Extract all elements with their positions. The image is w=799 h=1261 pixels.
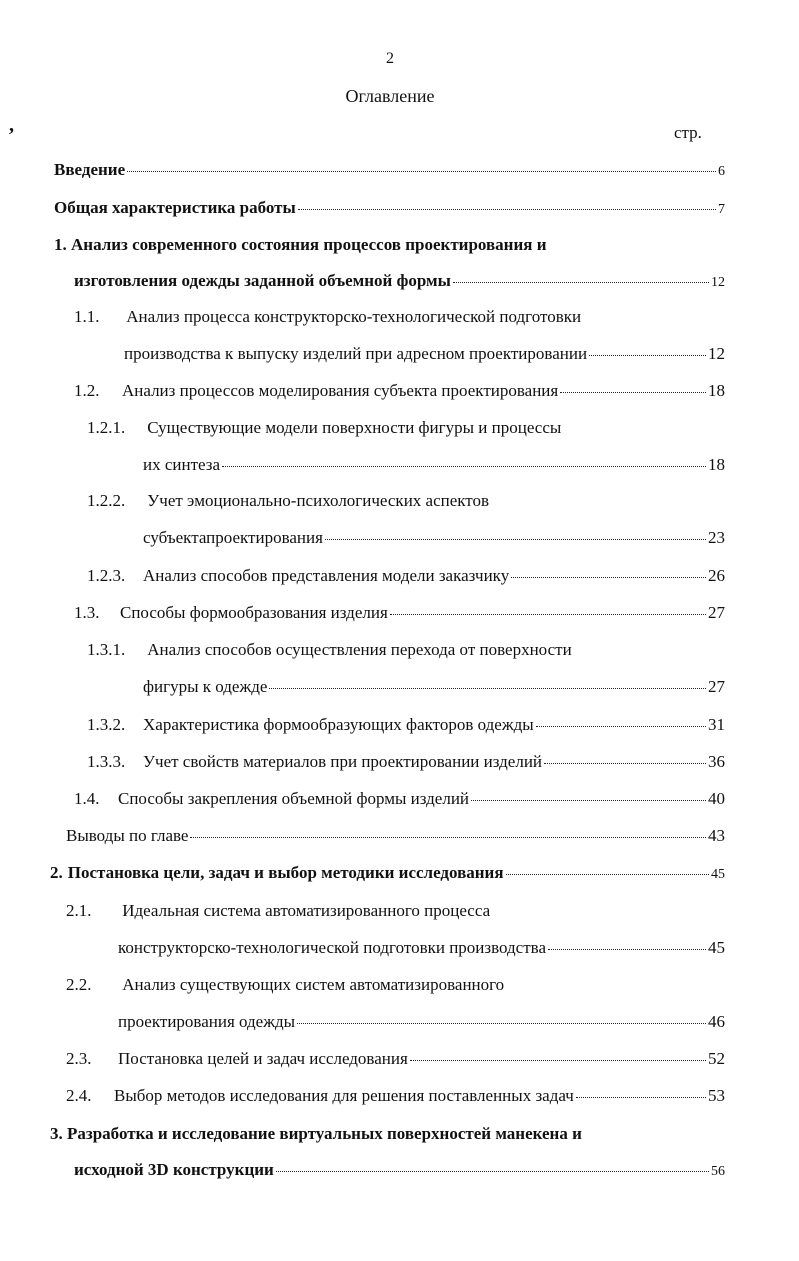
toc-entry-page: 6 [718,164,725,179]
toc-entry[interactable] [66,1086,725,1106]
toc-title: Оглавление [345,86,435,106]
toc-entry[interactable] [87,752,725,772]
toc-entry-text: Постановка целей и задач исследования [118,1049,408,1068]
toc-entry-text-line1: Анализ существующих систем автоматизированного [122,975,505,994]
toc-entry-page: 56 [711,1164,725,1179]
dot-leader [453,281,709,283]
toc-entry-text: конструкторско-технологической подготовки производства [118,938,547,957]
toc-entry-number: 2.2. [66,975,92,994]
toc-entry[interactable] [54,160,725,180]
toc-entry-text-line1: Анализ современного состояния процессов проектирования и [71,235,547,254]
dot-leader [560,391,706,393]
toc-entry-number: 3. [50,1124,63,1143]
toc-entry-page: 45 [708,938,725,957]
toc-entry-number: 1.4. [74,789,100,808]
toc-entry[interactable] [74,381,725,401]
toc-entry-line1 [87,491,489,511]
toc-entry[interactable] [124,344,725,364]
toc-entry-line1 [66,975,504,995]
toc-entry[interactable] [74,603,725,623]
dot-leader [297,1022,706,1024]
toc-entry[interactable] [118,1012,725,1032]
toc-entry-text: Характеристика формообразующих факторов одежды [143,715,534,734]
toc-entry[interactable] [54,198,725,218]
toc-entry-text-line1: Анализ способов осуществления перехода от поверхности [147,640,572,659]
toc-entry-text: Анализ способов представления модели заказчику [143,566,510,585]
toc-entry-number: 1.2.1. [87,418,126,437]
toc-entry-text: фигуры к одежде [143,677,268,696]
dot-leader [589,354,706,356]
dot-leader [410,1059,706,1061]
dot-leader [190,836,706,838]
dot-leader [298,208,716,210]
toc-entry[interactable] [143,528,725,548]
toc-entry-number: 1.3. [74,603,100,622]
dot-leader [390,613,706,615]
toc-entry-page: 46 [708,1012,725,1031]
toc-entry-number: 2. [50,863,63,882]
toc-entry-number: 1.1. [74,307,100,326]
toc-entry[interactable] [143,455,725,475]
toc-entry-line1 [87,418,561,438]
toc-entry[interactable] [74,1160,725,1180]
toc-entry-text: Способы формообразования изделия [120,603,388,622]
toc-entry-text-line1: Анализ процесса конструкторско-технологической подготовки [126,307,582,326]
toc-entry[interactable] [74,271,725,291]
toc-entry[interactable] [143,677,725,697]
toc-entry-page: 12 [711,275,725,290]
dot-leader [269,687,706,689]
toc-entry[interactable] [74,789,725,809]
toc-entry[interactable] [87,715,725,735]
toc-entry-page: 26 [708,566,725,585]
toc-entry[interactable] [50,863,725,883]
toc-entry-text-line1: Существующие модели поверхности фигуры и процессы [147,418,562,437]
toc-entry-page: 18 [708,381,725,400]
toc-entry-page: 27 [708,677,725,696]
dot-leader [506,873,709,875]
toc-entry-text-line1: Идеальная система автоматизированного процесса [122,901,491,920]
toc-entry-page: 40 [708,789,725,808]
toc-entry-text: изготовления одежды заданной объемной формы [74,271,451,290]
dot-leader [511,576,706,578]
toc-entry-number: 2.1. [66,901,92,920]
toc-entry-text: Выводы по главе [66,826,189,845]
toc-entry-page: 7 [718,202,725,217]
dot-leader [276,1170,709,1172]
scan-artifact-mark: , [9,114,14,136]
toc-entry-text: производства к выпуску изделий при адресном проектировании [124,344,588,363]
toc-entry[interactable] [66,826,725,846]
toc-entry-number: 1.2. [74,381,100,400]
toc-entry-line1 [74,307,581,327]
toc-entry-line1 [87,640,572,660]
toc-entry-page: 43 [708,826,725,845]
toc-entry-text: Введение [54,160,126,179]
dot-leader [325,538,706,540]
toc-entry-number: 1.3.2. [87,715,126,734]
toc-entry-page: 52 [708,1049,725,1068]
toc-entry-text: Постановка цели, задач и выбор методики исследования [67,863,504,882]
toc-entry-text: их синтеза [143,455,221,474]
toc-entry-page: 45 [711,867,725,882]
toc-entry-number: 2.3. [66,1049,92,1068]
toc-entry-page: 18 [708,455,725,474]
toc-entry-number: 1.2.2. [87,491,126,510]
toc-entry-page: 31 [708,715,725,734]
toc-entry-page: 23 [708,528,725,547]
toc-entry[interactable] [87,566,725,586]
toc-entry-number: 2.4. [66,1086,92,1105]
dot-leader [471,799,706,801]
toc-entry-text: Анализ процессов моделирования субъекта проектирования [122,381,559,400]
toc-entry-number: 1.3.3. [87,752,126,771]
toc-entry-text: Выбор методов исследования для решения поставленных задач [114,1086,574,1105]
toc-entry-page: 36 [708,752,725,771]
toc-entry-line1 [50,1124,582,1144]
toc-entry-line1 [54,235,547,255]
dot-leader [576,1096,706,1098]
toc-entry-page: 27 [708,603,725,622]
toc-entry-page: 12 [708,344,725,363]
toc-entry-page: 53 [708,1086,725,1105]
dot-leader [544,762,706,764]
toc-entry[interactable] [118,938,725,958]
toc-entry-number: 1.2.3. [87,566,126,585]
toc-entry-text: Способы закрепления объемной формы изделий [118,789,470,808]
toc-entry-number: 1.3.1. [87,640,126,659]
pages-column-label: стр. [674,123,702,142]
toc-entry-text: проектирования одежды [118,1012,296,1031]
toc-entry-text: исходной 3D конструкции [74,1160,274,1179]
dot-leader [222,465,706,467]
toc-entry-text: Учет свойств материалов при проектировании изделий [143,752,543,771]
toc-entry-text-line1: Разработка и исследование виртуальных поверхностей манекена и [67,1124,582,1143]
toc-entry-text-line1: Учет эмоционально-психологических аспектов [147,491,490,510]
toc-entry-text: Общая характеристика работы [54,198,296,217]
toc-entry-text: субъектапроектирования [143,528,323,547]
dot-leader [548,948,706,950]
toc-entry-number: 1. [54,235,67,254]
toc-entry-line1 [66,901,490,921]
dot-leader [536,725,706,727]
page-number: 2 [386,50,394,67]
toc-entry[interactable] [66,1049,725,1069]
dot-leader [127,170,716,172]
